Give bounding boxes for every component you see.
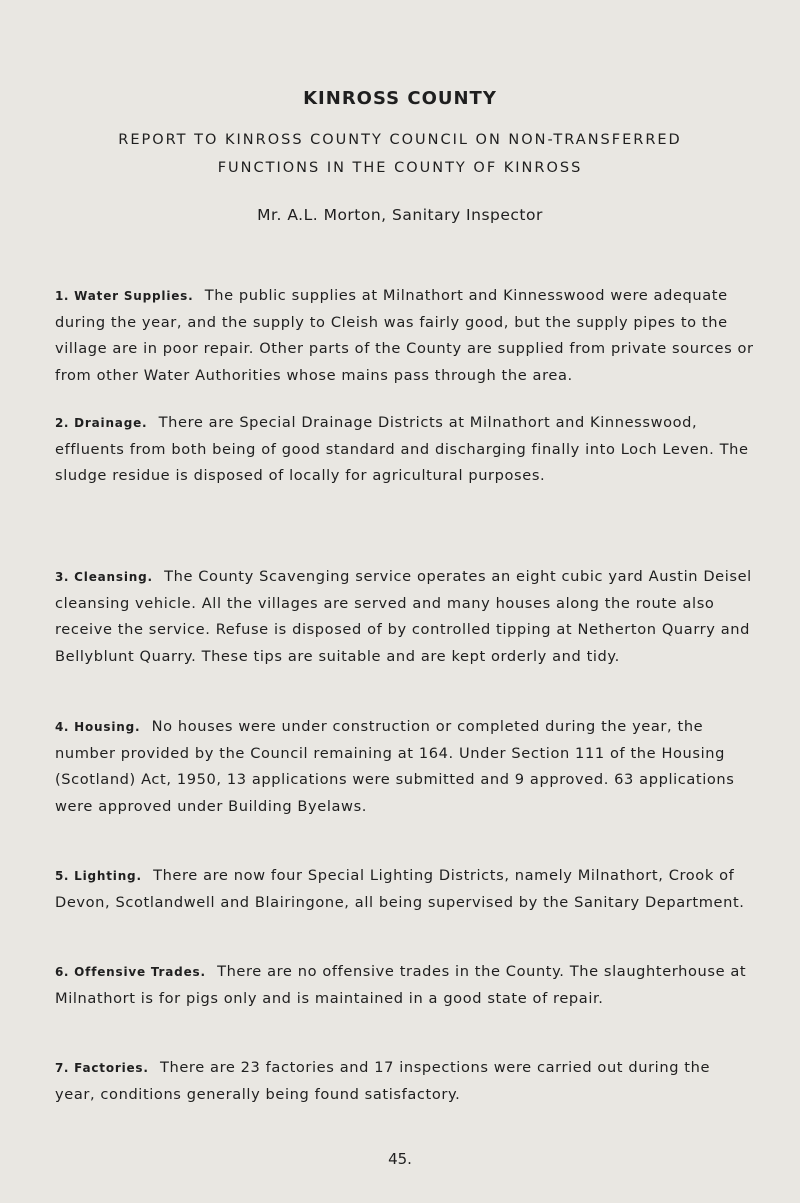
section-number: 2. <box>55 416 69 430</box>
section-number: 5. <box>55 869 69 883</box>
report-subtitle-line2: FUNCTIONS IN THE COUNTY OF KINROSS <box>217 160 583 176</box>
section-number: 3. <box>55 570 69 584</box>
inspector-byline: Mr. A.L. Morton, Sanitary Inspector <box>257 206 543 224</box>
section-number: 7. <box>55 1061 69 1075</box>
section-cleansing <box>55 564 755 670</box>
section-number: 6. <box>55 965 69 979</box>
section-number: 1. <box>55 289 69 303</box>
section-text: There are 23 factories and 17 inspections were carried out during the year, conditions generally being found satisfactory. <box>55 1059 711 1103</box>
section-text: There are now four Special Lighting Districts, namely Milnathort, Crook of Devon, Scotlandwell and Blairingone, all being supervised by the Sanitary Department. <box>55 867 745 911</box>
section-heading: Lighting. <box>74 869 142 883</box>
section-heading: Cleansing. <box>74 570 153 584</box>
section-text: No houses were under construction or completed during the year, the number provided by the Council remaining at 164. Under Section 111 of the Housing (Scotland) Act, 1950, 13 applications were submitted and 9 approved. 63 applications were approved under Building Byelaws. <box>55 718 735 815</box>
section-lighting <box>55 863 755 916</box>
page-number: 45. <box>388 1150 412 1168</box>
section-water-supplies <box>55 283 755 389</box>
section-text: The public supplies at Milnathort and Kinnesswood were adequate during the year, and the supply to Cleish was fairly good, but the supply pipes to the village are in poor repair. Other parts of the County are supplied from private sources or from other Water Authorities whose mains pass through the area. <box>55 287 754 384</box>
section-factories <box>55 1055 755 1108</box>
section-heading: Offensive Trades. <box>74 965 206 979</box>
section-heading: Water Supplies. <box>74 289 194 303</box>
section-text: The County Scavenging service operates an eight cubic yard Austin Deisel cleansing vehicle. All the villages are served and many houses along the route also receive the service. Refuse is disposed of by controlled tipping at Netherton Quarry and Bellyblunt Quarry. These tips are suitable and are kept orderly and tidy. <box>55 568 752 665</box>
section-drainage <box>55 410 755 490</box>
report-subtitle-line1: REPORT TO KINROSS COUNTY COUNCIL ON NON-TRANSFERRED <box>118 132 682 148</box>
section-heading: Drainage. <box>74 416 148 430</box>
section-heading: Factories. <box>74 1061 149 1075</box>
section-heading: Housing. <box>74 720 141 734</box>
section-number: 4. <box>55 720 69 734</box>
section-text: There are no offensive trades in the County. The slaughterhouse at Milnathort is for pigs only and is maintained in a good state of repair. <box>55 963 747 1007</box>
section-offensive-trades <box>55 959 755 1012</box>
section-housing <box>55 714 755 820</box>
section-text: There are Special Drainage Districts at Milnathort and Kinnesswood, effluents from both being of good standard and discharging finally into Loch Leven. The sludge residue is disposed of locally for agricultural purposes. <box>55 414 749 484</box>
page-title: KINROSS COUNTY <box>303 88 497 109</box>
